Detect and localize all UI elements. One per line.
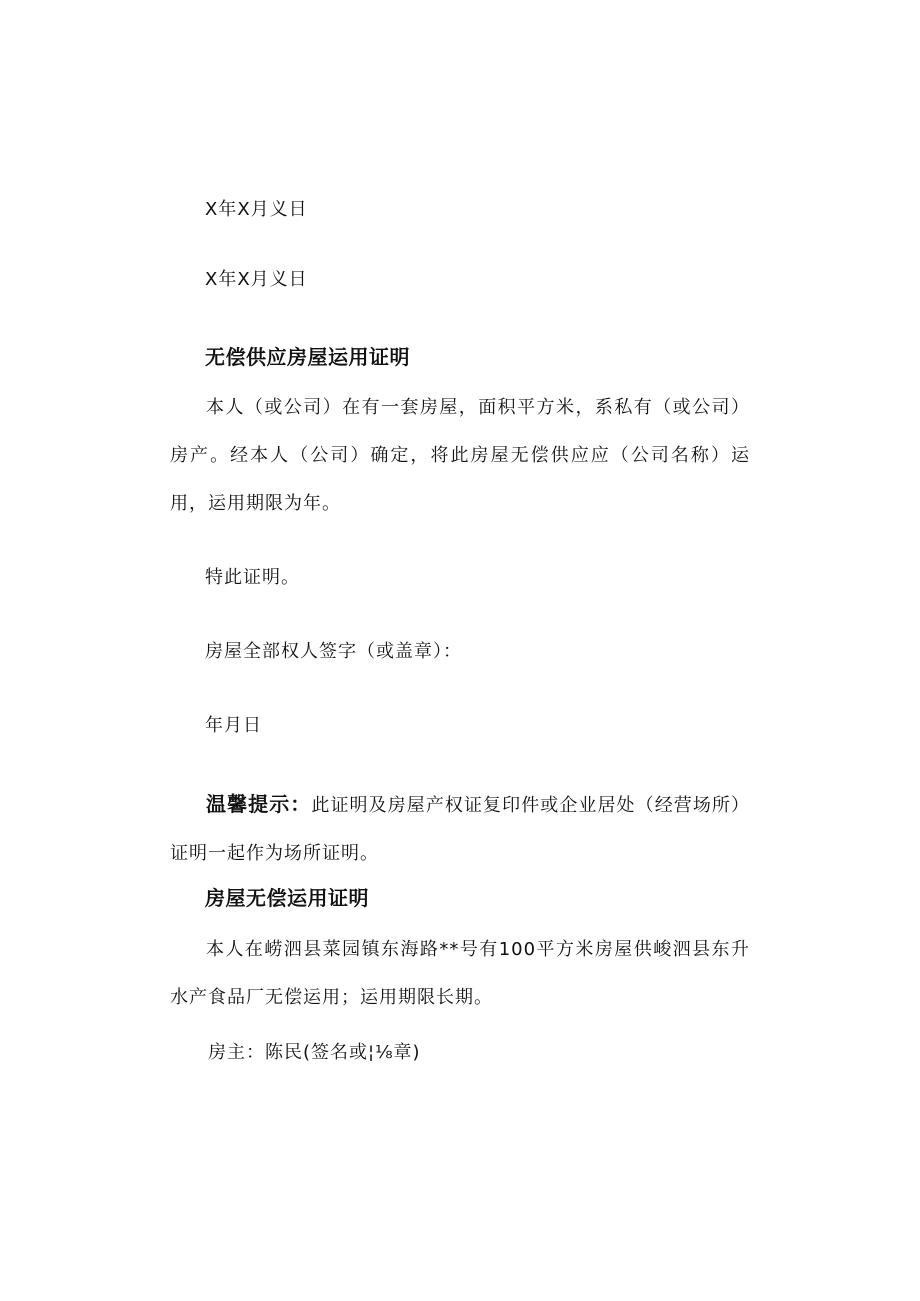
doc1-title: 无偿供应房屋运用证明	[205, 345, 410, 369]
tip-label: 温馨提示：	[206, 792, 312, 816]
doc1-closing: 特此证明。	[205, 567, 300, 588]
doc1-signature-label: 房屋全部权人签字（或盖章）：	[205, 641, 462, 662]
tip-paragraph	[170, 780, 750, 878]
date-line-1: X年X月义日	[205, 199, 308, 220]
doc1-date: 年月日	[205, 715, 262, 736]
date-line-2: X年X月义日	[205, 269, 308, 290]
doc1-body: 本人（或公司）在有一套房屋，面积平方米，系私有（或公司）房产。经本人（公司）确定，将此房屋无偿供应应（公司名称）运用，运用期限为年。	[170, 397, 750, 514]
tip-text: 此证明及房屋产权证复印件或企业居处（经营场所）证明一起作为场所证明。	[170, 795, 751, 864]
doc2-title: 房屋无偿运用证明	[205, 886, 369, 910]
doc2-body: 本人在崂泗县菜园镇东海路**号有100平方米房屋供峻泗县东升水产食品厂无偿运用；运用期限长期。	[170, 939, 750, 1008]
doc2-owner-line: 房主：陈民(签名或¦⅛章)	[208, 1042, 421, 1063]
